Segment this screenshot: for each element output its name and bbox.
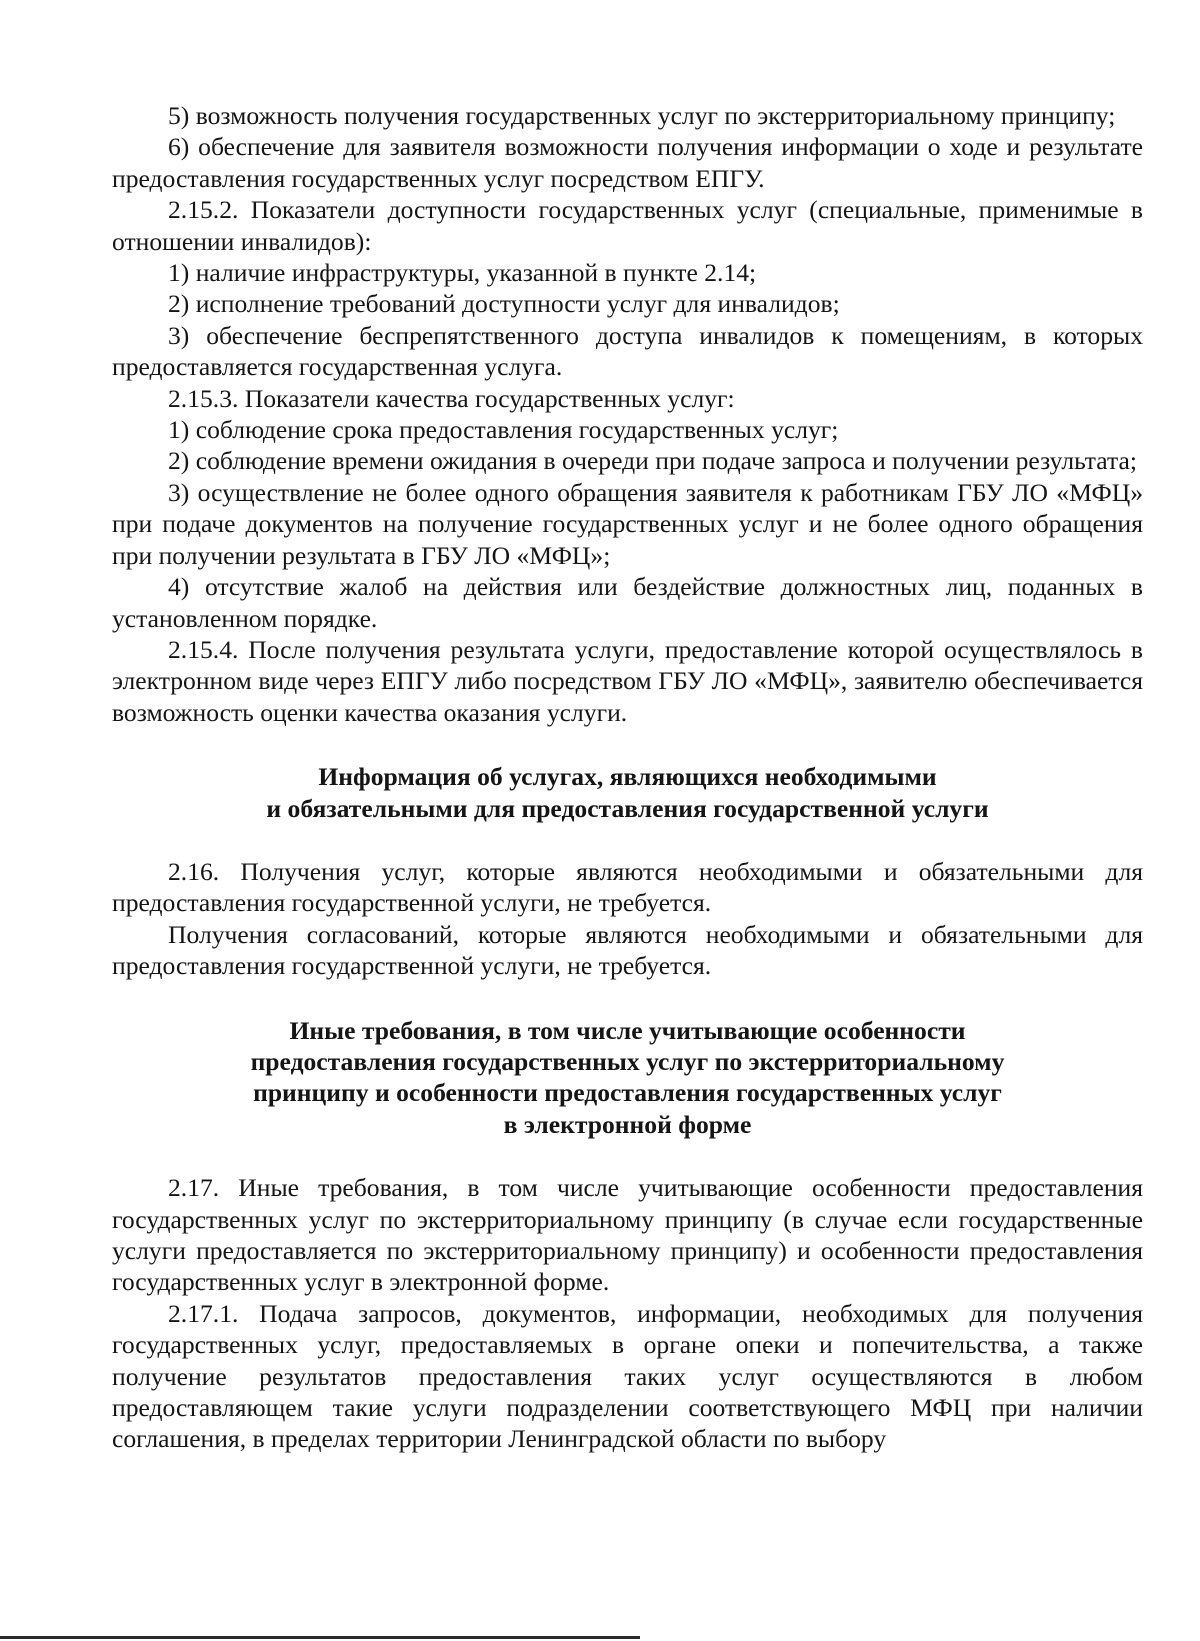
clause-2-17: 2.17. Иные требования, в том числе учитывающие особенности предоставления государственных услуг по экстерриториальному принципу (в случае если государственные услуги предоставляется по экстерриториальному принципу) и особенности предоставления государственных услуг в электронной форме.: [112, 1173, 1143, 1297]
scan-bottom-edge: [0, 1636, 640, 1639]
approvals-paragraph: Получения согласований, которые являются необходимыми и обязательными для предоставления государственной услуги, не требуется.: [112, 919, 1143, 981]
clause-2-15-3: 2.15.3. Показатели качества государственных услуг:: [168, 383, 735, 413]
list-item-3-single-visit: 3) осуществление не более одного обращения заявителя к работникам ГБУ ЛО «МФЦ» при подаче документов на получение государственных услуг и не более одного обращения при получении результата в ГБУ ЛО «МФЦ»;: [112, 477, 1143, 570]
list-item-5-extraterritorial: 5) возможность получения государственных услуг по экстерриториальному принципу;: [168, 101, 1116, 130]
section-heading-other-requirements: [112, 1015, 1143, 1141]
list-item-3-unobstructed-access: 3) обеспечение беспрепятственного доступа инвалидов к помещениям, в которых предоставляется государственная услуга.: [112, 320, 1143, 382]
list-item-1-deadline: 1) соблюдение срока предоставления государственных услуг;: [168, 415, 839, 445]
heading-line: Информация об услугах, являющихся необходимыми: [318, 762, 937, 792]
list-item-1-infrastructure: 1) наличие инфраструктуры, указанной в пункте 2.14;: [168, 258, 757, 288]
clause-2-16: 2.16. Получения услуг, которые являются необходимыми и обязательными для предоставления государственной услуги, не требуется.: [112, 856, 1143, 918]
heading-line: Иные требования, в том числе учитывающие особенности: [289, 1015, 966, 1045]
list-item-4-no-complaints: 4) отсутствие жалоб на действия или бездействие должностных лиц, поданных в установленном порядке.: [112, 572, 1143, 633]
clause-2-15-4: 2.15.4. После получения результата услуги, предоставление которой осуществлялось в электронном виде через ЕПГУ либо посредством ГБУ ЛО «МФЦ», заявителю обеспечивается возможность оценки качества оказания услуги.: [112, 634, 1143, 727]
heading-line: в электронной форме: [503, 1109, 752, 1139]
spacer: [112, 1140, 1143, 1172]
list-item-2-accessibility: 2) исполнение требований доступности услуг для инвалидов;: [168, 289, 840, 319]
heading-line: принципу и особенности предоставления государственных услуг: [253, 1078, 1002, 1108]
clause-2-15-2: 2.15.2. Показатели доступности государственных услуг (специальные, применимые в отношении инвалидов):: [112, 195, 1143, 256]
spacer: [112, 824, 1143, 856]
document-body: [112, 100, 1143, 1455]
spacer: [112, 982, 1143, 1015]
heading-line: и обязательными для предоставления государственной услуги: [266, 793, 989, 823]
spacer: [112, 728, 1143, 761]
section-heading-required-services: [112, 761, 1143, 824]
heading-line: предоставления государственных услуг по экстерриториальному: [250, 1046, 1005, 1076]
list-item-6-epgu-info: 6) обеспечение для заявителя возможности получения информации о ходе и результате предоставления государственных услуг посредством ЕПГУ.: [112, 132, 1143, 193]
list-item-2-waiting-time: 2) соблюдение времени ожидания в очереди при подаче запроса и получении результата;: [168, 446, 1137, 476]
clause-2-17-1: 2.17.1. Подача запросов, документов, информации, необходимых для получения государственных услуг, предоставляемых в органе опеки и попечительства, а также получение результатов предоставления таких услуг осуществляются в любом предоставляющем такие услуги подразделении соответствующего МФЦ при наличии соглашения, в пределах территории Ленинградской области по выбору: [112, 1298, 1143, 1454]
